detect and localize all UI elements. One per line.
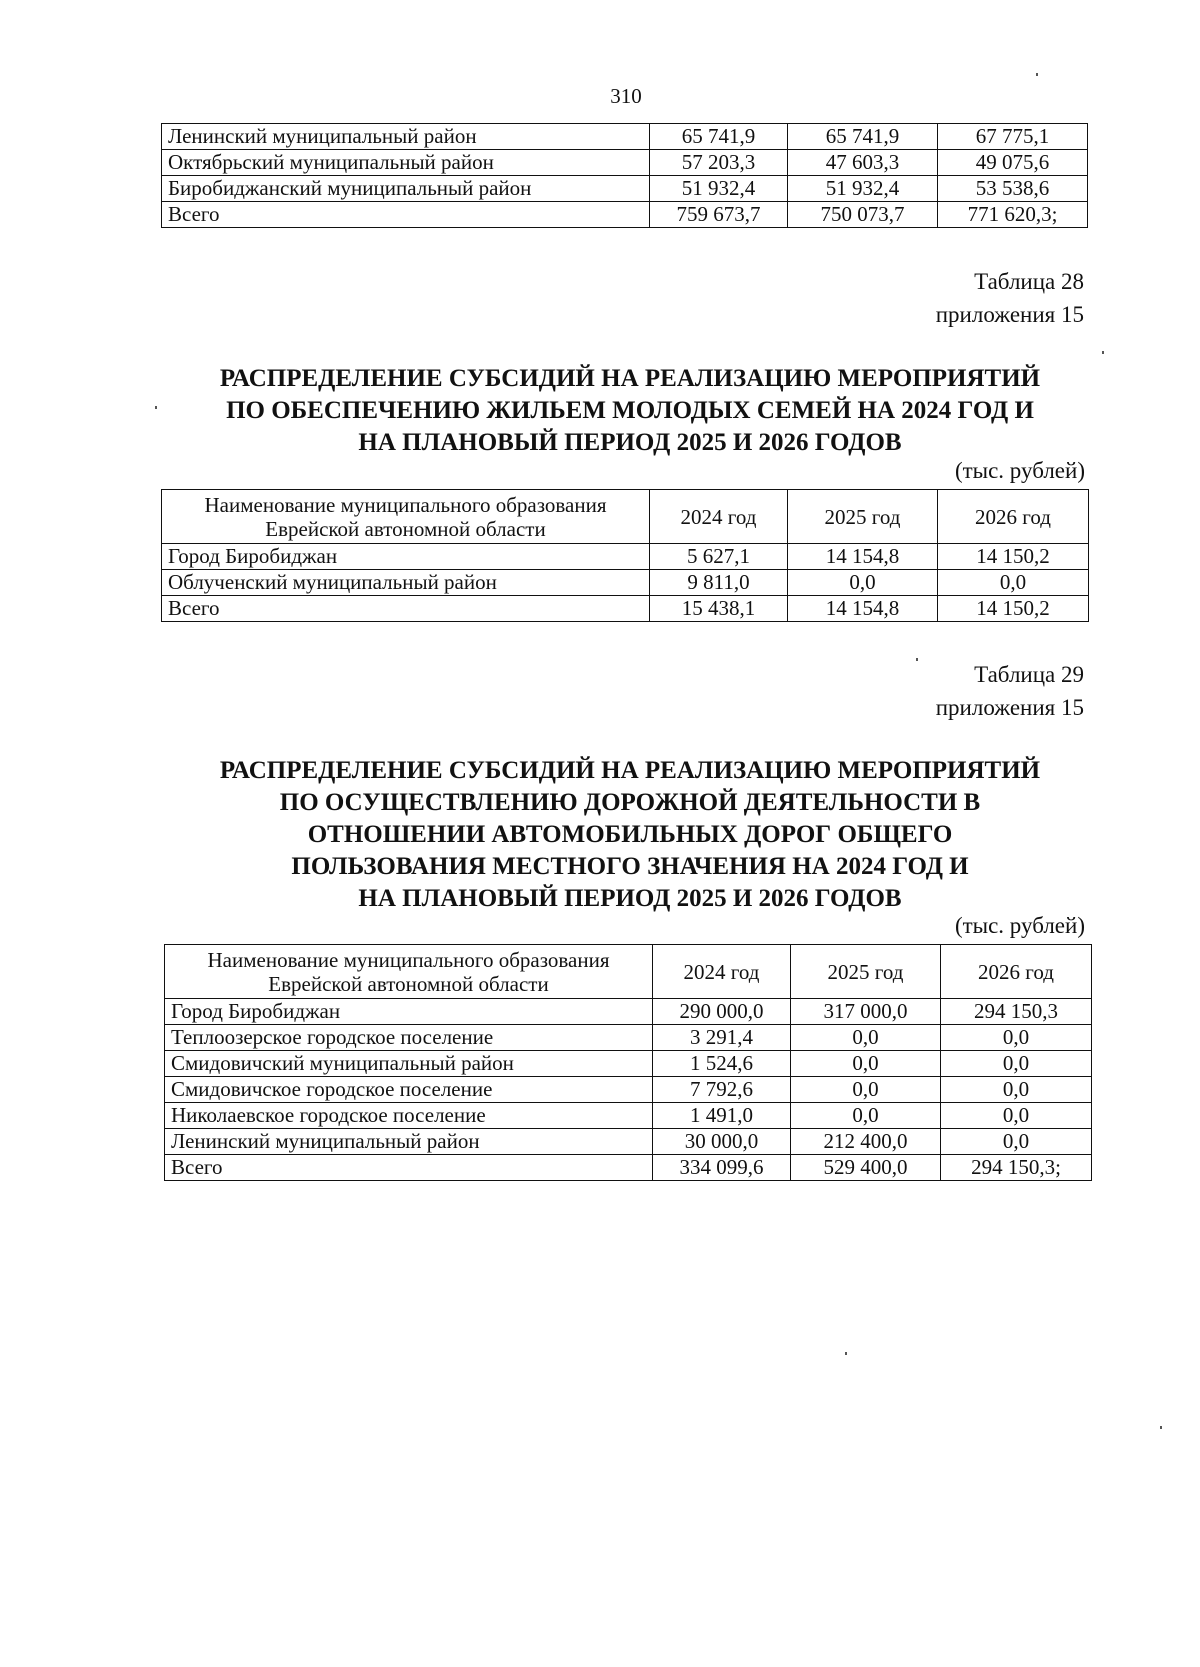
value-2024: 1 491,0 — [653, 1103, 791, 1129]
table-row — [165, 1051, 1092, 1077]
row-name: Биробиджанский муниципальный район — [162, 176, 650, 202]
table-row — [165, 1025, 1092, 1051]
header-2025: 2025 год — [788, 490, 938, 544]
title-line: ОТНОШЕНИИ АВТОМОБИЛЬНЫХ ДОРОГ ОБЩЕГО — [307, 821, 953, 848]
table-row — [162, 570, 1089, 596]
row-name: Город Биробиджан — [165, 999, 653, 1025]
header-2024: 2024 год — [653, 945, 791, 999]
value-2025: 317 000,0 — [791, 999, 941, 1025]
header-name — [165, 945, 653, 999]
value-2024: 1 524,6 — [653, 1051, 791, 1077]
row-name: Ленинский муниципальный район — [165, 1129, 653, 1155]
value-2024: 759 673,7 — [650, 202, 788, 228]
row-name: Всего — [165, 1155, 653, 1181]
row-name: Смидовичский муниципальный район — [165, 1051, 653, 1077]
table29-units: (тыс. рублей) — [954, 913, 1085, 938]
value-2024: 65 741,9 — [650, 124, 788, 150]
table-row-total — [162, 202, 1088, 228]
scan-speck — [1036, 73, 1038, 76]
value-2026: 0,0 — [941, 1051, 1092, 1077]
value-2025: 0,0 — [791, 1025, 941, 1051]
table-row — [165, 1077, 1092, 1103]
scan-speck — [155, 406, 157, 409]
title-line: ПО ОБЕСПЕЧЕНИЮ ЖИЛЬЕМ МОЛОДЫХ СЕМЕЙ НА 2024 ГОД И — [226, 397, 1034, 424]
title-line: ПОЛЬЗОВАНИЯ МЕСТНОГО ЗНАЧЕНИЯ НА 2024 ГОД И — [291, 853, 969, 880]
value-2026: 0,0 — [941, 1129, 1092, 1155]
table-previous-continuation — [161, 123, 1088, 228]
value-2026: 0,0 — [941, 1103, 1092, 1129]
value-2026: 771 620,3; — [938, 202, 1088, 228]
value-2025: 14 154,8 — [788, 544, 938, 570]
value-2024: 57 203,3 — [650, 150, 788, 176]
table29 — [164, 944, 1092, 1181]
value-2025: 0,0 — [788, 570, 938, 596]
row-name: Облученский муниципальный район — [162, 570, 650, 596]
title-line: НА ПЛАНОВЫЙ ПЕРИОД 2025 И 2026 ГОДОВ — [358, 885, 902, 912]
value-2026: 49 075,6 — [938, 150, 1088, 176]
value-2025: 0,0 — [791, 1077, 941, 1103]
value-2024: 5 627,1 — [650, 544, 788, 570]
value-2024: 3 291,4 — [653, 1025, 791, 1051]
table28-units: (тыс. рублей) — [954, 458, 1085, 483]
table-header-row — [162, 490, 1089, 544]
header-name-line: Еврейской автономной области — [265, 516, 546, 541]
row-name: Всего — [162, 596, 650, 622]
value-2026: 294 150,3 — [941, 999, 1092, 1025]
value-2026: 0,0 — [941, 1025, 1092, 1051]
page-number: 310 — [610, 84, 642, 108]
table-row — [165, 1103, 1092, 1129]
table-header-row — [165, 945, 1092, 999]
value-2024: 9 811,0 — [650, 570, 788, 596]
value-2024: 7 792,6 — [653, 1077, 791, 1103]
row-name: Смидовичское городское поселение — [165, 1077, 653, 1103]
table-row — [162, 150, 1088, 176]
value-2026: 0,0 — [941, 1077, 1092, 1103]
appendix-number: приложения 15 — [935, 302, 1084, 327]
header-name — [162, 490, 650, 544]
value-2025: 0,0 — [791, 1051, 941, 1077]
table-row — [165, 999, 1092, 1025]
row-name: Октябрьский муниципальный район — [162, 150, 650, 176]
table-row — [162, 176, 1088, 202]
value-2026: 14 150,2 — [938, 544, 1089, 570]
row-name: Теплоозерское городское поселение — [165, 1025, 653, 1051]
table28-reference — [936, 265, 1084, 331]
table-row — [162, 544, 1089, 570]
title-line: РАСПРЕДЕЛЕНИЕ СУБСИДИЙ НА РЕАЛИЗАЦИЮ МЕРОПРИЯТИЙ — [219, 757, 1041, 784]
value-2026: 294 150,3; — [941, 1155, 1092, 1181]
value-2026: 0,0 — [938, 570, 1089, 596]
table28-title — [140, 363, 1120, 459]
value-2025: 51 932,4 — [788, 176, 938, 202]
header-2026: 2026 год — [938, 490, 1089, 544]
value-2024: 290 000,0 — [653, 999, 791, 1025]
value-2024: 51 932,4 — [650, 176, 788, 202]
title-line: ПО ОСУЩЕСТВЛЕНИЮ ДОРОЖНОЙ ДЕЯТЕЛЬНОСТИ В — [279, 789, 981, 816]
scan-speck — [916, 658, 918, 661]
scan-speck — [1160, 1426, 1162, 1429]
header-2026: 2026 год — [941, 945, 1092, 999]
value-2026: 53 538,6 — [938, 176, 1088, 202]
value-2025: 750 073,7 — [788, 202, 938, 228]
title-line: НА ПЛАНОВЫЙ ПЕРИОД 2025 И 2026 ГОДОВ — [358, 429, 902, 456]
value-2026: 14 150,2 — [938, 596, 1089, 622]
value-2025: 212 400,0 — [791, 1129, 941, 1155]
scan-speck — [845, 1352, 847, 1355]
value-2025: 65 741,9 — [788, 124, 938, 150]
table-row-total — [162, 596, 1089, 622]
value-2025: 14 154,8 — [788, 596, 938, 622]
table29-reference — [936, 658, 1084, 724]
row-name: Николаевское городское поселение — [165, 1103, 653, 1129]
header-name-line: Наименование муниципального образования — [207, 947, 610, 972]
header-2024: 2024 год — [650, 490, 788, 544]
row-name: Ленинский муниципальный район — [162, 124, 650, 150]
header-name-line: Наименование муниципального образования — [204, 492, 607, 517]
value-2025: 47 603,3 — [788, 150, 938, 176]
header-name-line: Еврейской автономной области — [268, 971, 549, 996]
row-name: Всего — [162, 202, 650, 228]
table-row — [165, 1129, 1092, 1155]
table-row-total — [165, 1155, 1092, 1181]
scan-speck — [1102, 351, 1104, 354]
table-row — [162, 124, 1088, 150]
appendix-number: приложения 15 — [935, 695, 1084, 720]
value-2025: 0,0 — [791, 1103, 941, 1129]
value-2025: 529 400,0 — [791, 1155, 941, 1181]
table-number: Таблица 29 — [974, 662, 1084, 687]
value-2024: 15 438,1 — [650, 596, 788, 622]
value-2024: 30 000,0 — [653, 1129, 791, 1155]
header-2025: 2025 год — [791, 945, 941, 999]
table28 — [161, 489, 1089, 622]
table-number: Таблица 28 — [974, 269, 1084, 294]
title-line: РАСПРЕДЕЛЕНИЕ СУБСИДИЙ НА РЕАЛИЗАЦИЮ МЕРОПРИЯТИЙ — [219, 365, 1041, 392]
value-2026: 67 775,1 — [938, 124, 1088, 150]
row-name: Город Биробиджан — [162, 544, 650, 570]
value-2024: 334 099,6 — [653, 1155, 791, 1181]
table29-title — [140, 755, 1120, 915]
